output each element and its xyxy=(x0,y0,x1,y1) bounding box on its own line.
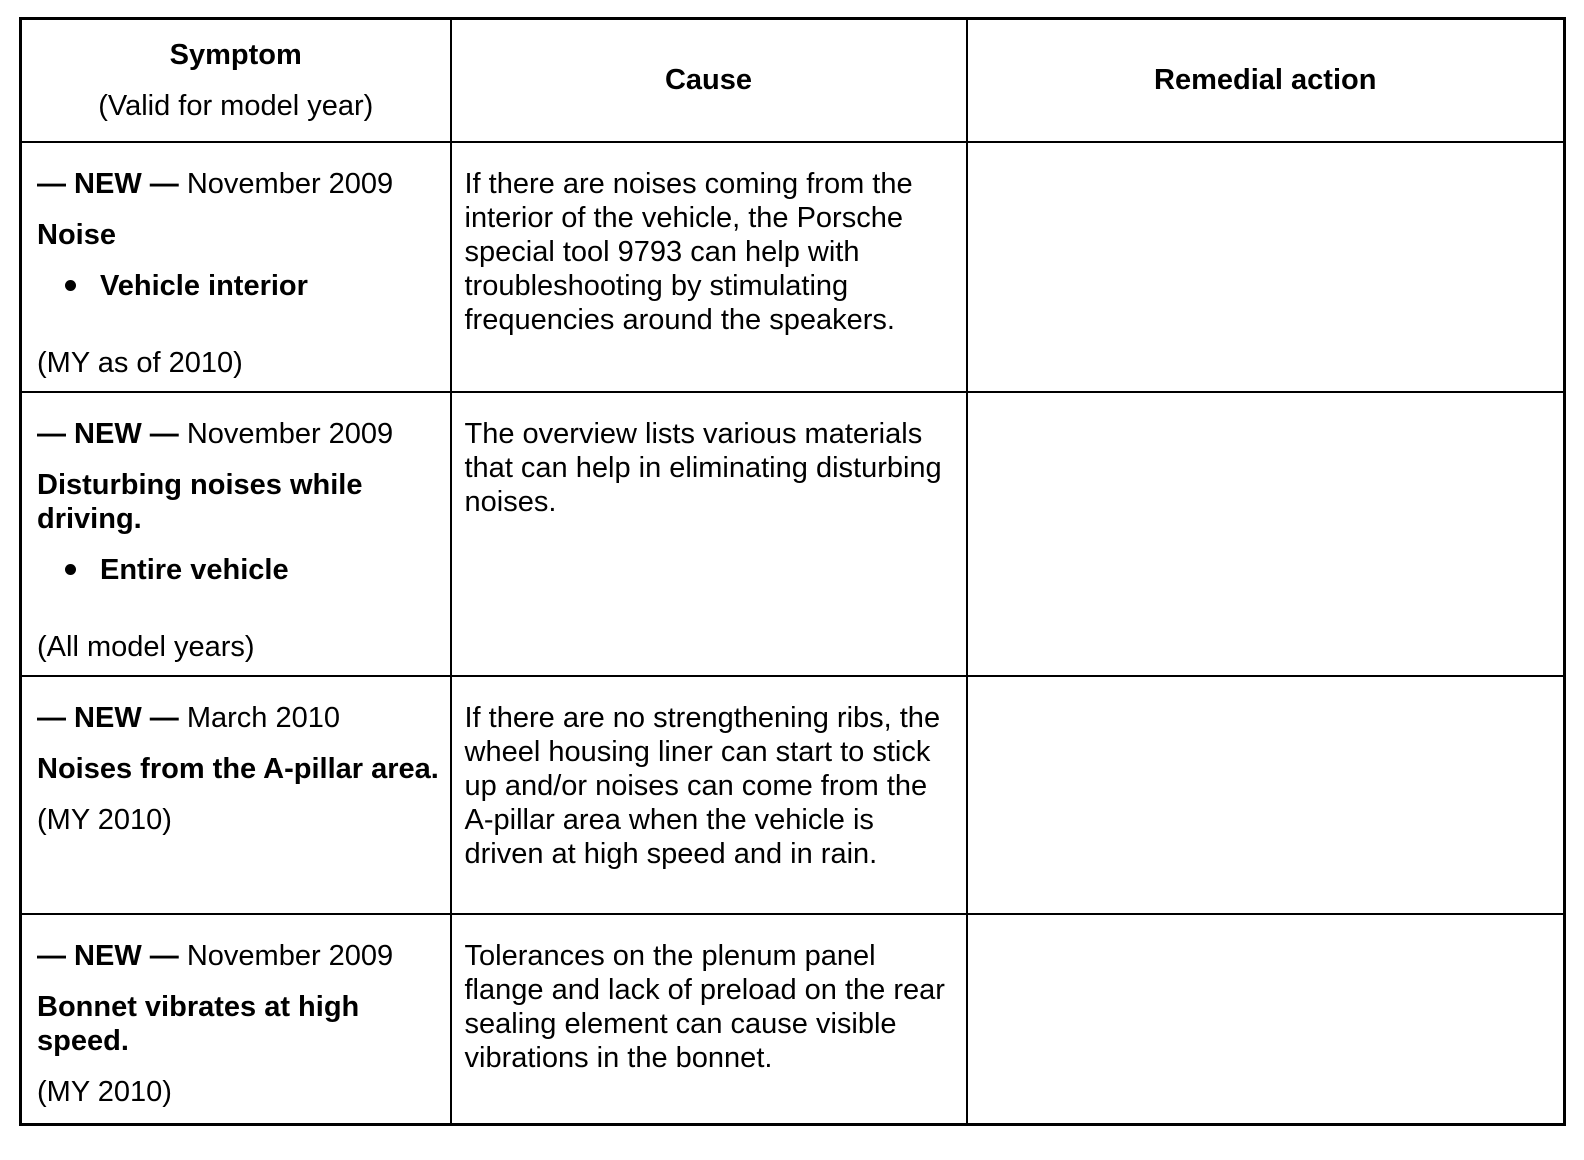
symptom-title: Disturbing noises while driving. xyxy=(37,468,363,535)
header-symptom xyxy=(21,19,451,142)
cause-cell: The overview lists various materials that can help in eliminating disturbing noises. xyxy=(451,392,967,676)
change-line xyxy=(37,417,440,451)
model-year-validity: (MY 2010) xyxy=(37,1075,172,1108)
change-date: November 2009 xyxy=(186,939,394,972)
table-row xyxy=(21,392,1565,676)
symptom-cell xyxy=(21,914,451,1125)
new-tag: — NEW — xyxy=(37,167,179,200)
bullet-text: Entire vehicle xyxy=(100,553,289,586)
remedial-cell xyxy=(967,142,1565,392)
change-line xyxy=(37,939,440,973)
header-symptom-sub: (Valid for model year) xyxy=(98,89,374,122)
bullet-icon xyxy=(65,280,76,291)
remedial-cell xyxy=(967,914,1565,1125)
change-date: November 2009 xyxy=(186,417,394,450)
remedial-cell xyxy=(967,392,1565,676)
header-cause: Cause xyxy=(451,19,967,142)
model-year-validity: (MY 2010) xyxy=(37,803,172,836)
symptom-bullet xyxy=(37,269,440,303)
model-year-validity: (MY as of 2010) xyxy=(37,346,243,379)
new-tag: — NEW — xyxy=(37,701,179,734)
cause-cell: If there are noises coming from the interior of the vehicle, the Porsche special tool 9793 can help with troubleshooting by stimulating frequencies around the speakers. xyxy=(451,142,967,392)
symptom-title: Bonnet vibrates at high speed. xyxy=(37,990,360,1057)
cause-cell: If there are no strengthening ribs, the wheel housing liner can start to stick up and/or noises can come from the A-pillar area when the vehicle is driven at high speed and in rain. xyxy=(451,676,967,914)
remedial-cell xyxy=(967,676,1565,914)
table-row xyxy=(21,676,1565,914)
symptom-title: Noises from the A-pillar area. xyxy=(37,752,439,785)
change-date: November 2009 xyxy=(186,167,394,200)
change-date: March 2010 xyxy=(186,701,340,734)
table-row xyxy=(21,914,1565,1125)
table-row xyxy=(21,142,1565,392)
bullet-icon xyxy=(65,564,76,575)
symptom-cell xyxy=(21,392,451,676)
bullet-text: Vehicle interior xyxy=(100,269,308,302)
model-year-validity: (All model years) xyxy=(37,630,255,663)
change-line xyxy=(37,701,440,735)
symptom-title: Noise xyxy=(37,218,116,251)
new-tag: — NEW — xyxy=(37,939,179,972)
change-line xyxy=(37,167,440,201)
header-remedial: Remedial action xyxy=(967,19,1565,142)
symptom-table xyxy=(19,17,1566,1126)
symptom-cell xyxy=(21,676,451,914)
header-symptom-label: Symptom xyxy=(169,38,302,71)
table-header-row xyxy=(21,19,1565,142)
symptom-bullet xyxy=(37,553,440,587)
new-tag: — NEW — xyxy=(37,417,179,450)
cause-cell: Tolerances on the plenum panel flange and lack of preload on the rear sealing element can cause visible vibrations in the bonnet. xyxy=(451,914,967,1125)
symptom-cell xyxy=(21,142,451,392)
